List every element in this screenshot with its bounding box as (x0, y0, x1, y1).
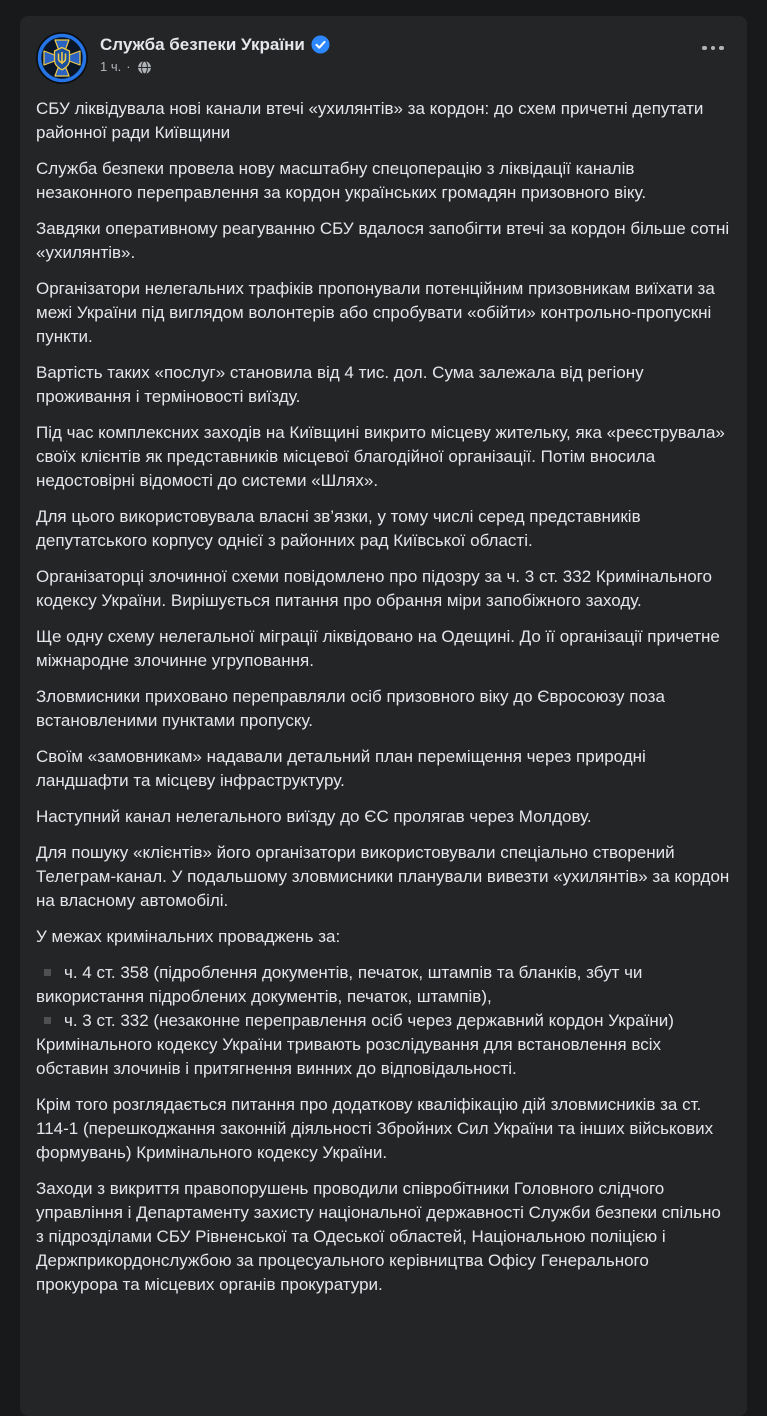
ellipsis-icon (719, 46, 724, 51)
more-options-button[interactable] (695, 30, 731, 66)
post-paragraph: Своїм «замовникам» надавали детальний план переміщення через природні ландшафти та місцеву інфраструктуру. (36, 747, 646, 790)
post-list-item: ч. 4 ст. 358 (підроблення документів, печаток, штампів та бланків, збут чи використання підроблених документів, печаток, штампів), (36, 963, 643, 1006)
header-text (100, 32, 695, 75)
post-paragraph: У межах кримінальних проваджень за: (36, 927, 341, 946)
verified-badge-icon (311, 35, 330, 54)
facebook-post-card (20, 16, 747, 1416)
post-paragraph: Вартість таких «послуг» становила від 4 тис. дол. Сума залежала від регіону проживання і терміновості виїзду. (36, 363, 644, 406)
post-paragraph: Заходи з викриття правопорушень проводили співробітники Головного слідчого управління і Департаменту захисту національної державності Служби безпеки спільно з підрозділами СБУ Рівненської та Одеської областей, Національною поліцією і Держприкордонслужбою за процесуального керівництва Офісу Генерального прокурора та місцевих органів прокуратури. (36, 1179, 721, 1294)
bullet-square-icon (44, 969, 51, 976)
sbu-emblem-icon (36, 32, 88, 84)
page-name[interactable]: Служба безпеки України (100, 35, 305, 54)
post-paragraph: Крім того розглядається питання про додаткову кваліфікацію дій зловмисників за ст. 114-1 (перешкоджання законній діяльності Збройних Сил України та інших військових формувань) Кримінального кодексу України. (36, 1095, 714, 1162)
post-list-item: ч. 3 ст. 332 (незаконне переправлення осіб через державний кордон України) Кримінального кодексу України тривають розслідування для встановлення всіх обставин злочинів і притягнення винних до відповідальності. (36, 1011, 674, 1078)
post-paragraph: Зловмисники приховано переправляли осіб призовного віку до Євросоюзу поза встановленими пунктами пропуску. (36, 687, 665, 730)
post-paragraph: Організаторці злочинної схеми повідомлено про підозру за ч. 3 ст. 332 Кримінального кодексу України. Вирішується питання про обрання міри запобіжного заходу. (36, 567, 712, 610)
post-paragraph: Наступний канал нелегального виїзду до ЄС пролягав через Молдову. (36, 807, 592, 826)
post-paragraph: Завдяки оперативному реагуванню СБУ вдалося запобігти втечі за кордон більше сотні «ухилянтів». (36, 219, 730, 262)
ellipsis-icon (711, 46, 716, 51)
post-paragraph: Для цього використовувала власні зв’язки, у тому числі серед представників депутатського корпусу однієї з районних рад Київської області. (36, 507, 641, 550)
timestamp[interactable]: 1 ч. (100, 59, 122, 74)
post-header (20, 16, 747, 84)
post-paragraph: Під час комплексних заходів на Київщині викрито місцеву жительку, яка «реєструвала» своїх клієнтів як представників місцевої благодійної організації. Потім вносила недостовірні відомості до системи «Шлях». (36, 423, 725, 490)
post-message (20, 84, 747, 1325)
bullet-square-icon (44, 1017, 51, 1024)
post-paragraph: Організатори нелегальних трафіків пропонували потенційним призовникам виїхати за межі України під виглядом волонтерів або спробувати «обійти» контрольно-пропускні пункти. (36, 279, 715, 346)
separator-dot: · (126, 59, 131, 74)
post-paragraph: СБУ ліквідувала нові канали втечі «ухилянтів» за кордон: до схем причетні депутати районної ради Київщини (36, 99, 704, 142)
post-paragraph: Ще одну схему нелегальної міграції ліквідовано на Одещині. До її організації причетне міжнародне злочинне угруповання. (36, 627, 720, 670)
globe-icon (137, 60, 152, 75)
post-paragraph: Для пошуку «клієнтів» його організатори використовували спеціально створений Телеграм-канал. У подальшому зловмисники планували вивезти «ухилянтів» за кордон на власному автомобілі. (36, 843, 730, 910)
post-paragraph: Служба безпеки провела нову масштабну спецоперацію з ліквідації каналів незаконного переправлення за кордон українських громадян призовного віку. (36, 159, 647, 202)
ellipsis-icon (702, 46, 707, 51)
avatar[interactable] (36, 32, 88, 84)
